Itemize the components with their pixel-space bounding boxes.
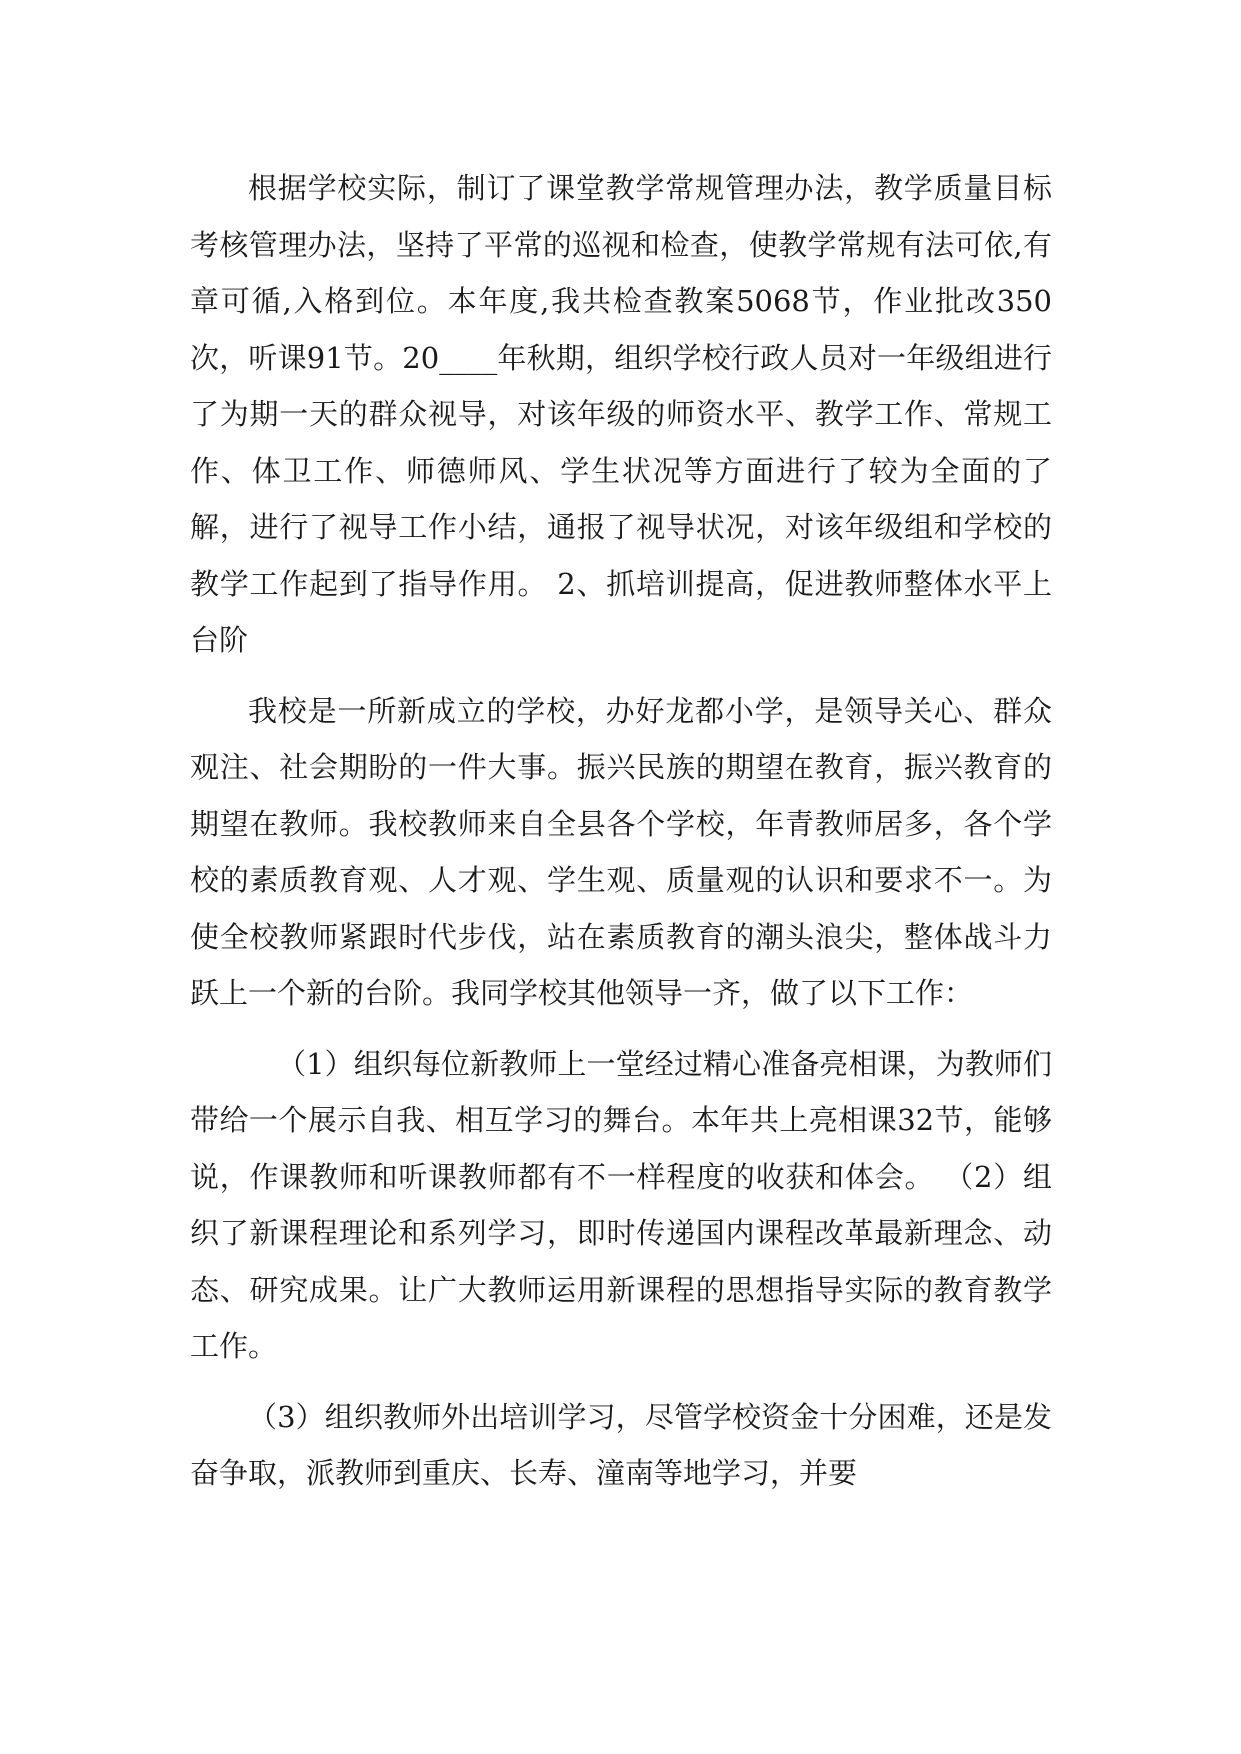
paragraph-item-1-2: （1）组织每位新教师上一堂经过精心准备亮相课，为教师们带给一个展示自我、相互学习的舞台。本年共上亮相课32节，能够说，作课教师和听课教师都有不一样程度的收获和体会。 （2）组织了新课程理论和系列学习，即时传递国内课程改革最新理念、动态、研究成果。让广大教师运用新课程的思想指导实际的教育教学工作。	[190, 1046, 1052, 1363]
paragraph-new-school: 我校是一所新成立的学校，办好龙都小学，是领导关心、群众观注、社会期盼的一件大事。振兴民族的期望在教育，振兴教育的期望在教师。我校教师来自全县各个学校，年青教师居多，各个学校的素质教育观、人才观、学生观、质量观的认识和要求不一。为使全校教师紧跟时代步伐，站在素质教育的潮头浪尖，整体战斗力跃上一个新的台阶。我同学校其他领导一齐，做了以下工作：	[190, 693, 1052, 1010]
paragraph-item-3: （3）组织教师外出培训学习，尽管学校资金十分困难，还是发奋争取，派教师到重庆、长寿、潼南等地学习，并要	[190, 1399, 1052, 1490]
document-body	[190, 160, 1052, 1502]
paragraph-teaching-routine: 根据学校实际，制订了课堂教学常规管理办法，教学质量目标考核管理办法，坚持了平常的巡视和检查，使教学常规有法可依,有章可循,入格到位。本年度,我共检查教案5068节，作业批改350次，听课91节。20____年秋期，组织学校行政人员对一年级组进行了为期一天的群众视导，对该年级的师资水平、教学工作、常规工作、体卫工作、师德师风、学生状况等方面进行了较为全面的了解，进行了视导工作小结，通报了视导状况，对该年级组和学校的教学工作起到了指导作用。 2、抓培训提高，促进教师整体水平上台阶	[190, 171, 1052, 657]
